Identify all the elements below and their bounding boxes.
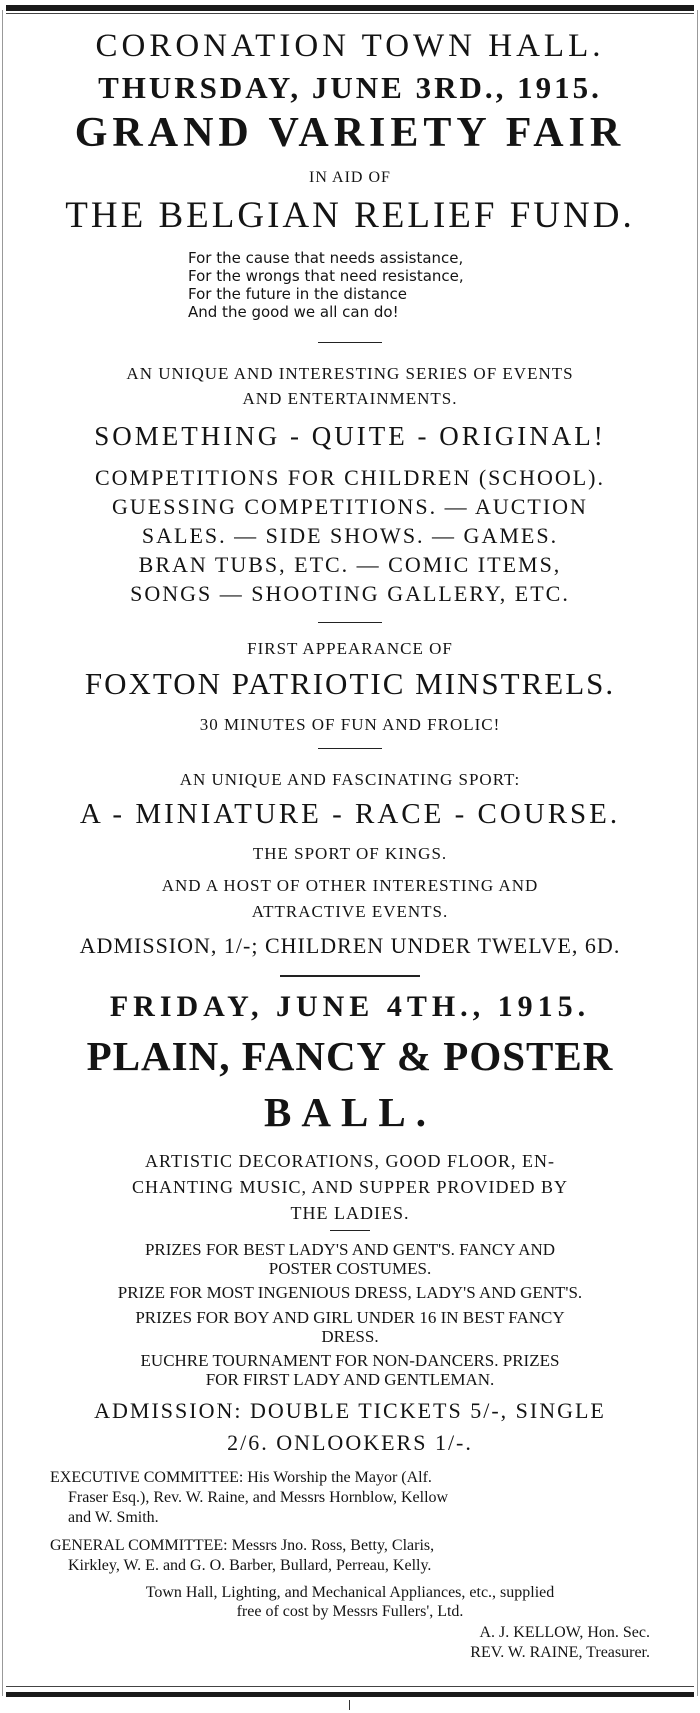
credits-line: free of cost by Messrs Fullers', Ltd. [236, 1603, 464, 1620]
host-of-events-line-1: AND A HOST OF OTHER INTERESTING AND [161, 876, 539, 895]
executive-committee-line: EXECUTIVE COMMITTEE: His Worship the Mayor (Alf. [50, 1469, 432, 1486]
verse-line: And the good we all can do! [188, 303, 399, 321]
event-title: GRAND VARIETY FAIR [74, 110, 626, 156]
ball-title-line-1: PLAIN, FANCY & POSTER [86, 1033, 614, 1079]
honorary-secretary: A. J. KELLOW, Hon. Sec. [479, 1624, 650, 1641]
section-divider [330, 1230, 370, 1231]
executive-committee-line: Fraser Esq.), Rev. W. Raine, and Messrs Hornblow, Kellow [68, 1489, 449, 1506]
fund-name: THE BELGIAN RELIEF FUND. [65, 195, 635, 236]
executive-committee-line: and W. Smith. [68, 1509, 159, 1526]
prize-line: PRIZES FOR BEST LADY'S AND GENT'S. FANCY AND [144, 1240, 556, 1259]
prize-line: PRIZE FOR MOST INGENIOUS DRESS, LADY'S AND GENT'S. [117, 1283, 583, 1302]
prize-line: FOR FIRST LADY AND GENTLEMAN. [205, 1370, 495, 1389]
ball-features-line: THE LADIES. [290, 1203, 410, 1223]
friday-admission-line-1: ADMISSION: DOUBLE TICKETS 5/-, SINGLE [94, 1398, 606, 1423]
race-course-heading: A - MINIATURE - RACE - COURSE. [79, 798, 621, 830]
minstrels-heading: FOXTON PATRIOTIC MINSTRELS. [84, 666, 616, 701]
minstrels-subheading: 30 MINUTES OF FUN AND FROLIC! [199, 715, 501, 734]
first-appearance-label: FIRST APPEARANCE OF [247, 639, 453, 658]
series-intro-line-2: AND ENTERTAINMENTS. [242, 389, 458, 408]
ball-title-line-2: BALL. [264, 1089, 436, 1135]
event-list-line: BRAN TUBS, ETC. — COMIC ITEMS, [138, 552, 562, 577]
general-committee-line: GENERAL COMMITTEE: Messrs Jno. Ross, Betty, Claris, [50, 1537, 435, 1554]
ball-features-line: ARTISTIC DECORATIONS, GOOD FLOOR, EN- [145, 1151, 555, 1171]
friday-admission-line-2: 2/6. ONLOOKERS 1/-. [227, 1430, 473, 1455]
section-divider [318, 622, 382, 623]
top-border-rule [6, 5, 694, 11]
series-intro-line-1: AN UNIQUE AND INTERESTING SERIES OF EVENTS [126, 364, 574, 383]
treasurer: REV. W. RAINE, Treasurer. [470, 1644, 650, 1661]
credits-line: Town Hall, Lighting, and Mechanical Appliances, etc., supplied [145, 1584, 555, 1601]
section-divider [318, 342, 382, 343]
verse-line: For the future in the distance [188, 285, 407, 303]
sport-of-kings-label: THE SPORT OF KINGS. [252, 844, 448, 863]
event-list-line: SONGS — SHOOTING GALLERY, ETC. [130, 581, 570, 606]
event-list-line: GUESSING COMPETITIONS. — AUCTION [112, 494, 588, 519]
prize-line: DRESS. [321, 1327, 379, 1346]
prize-line: POSTER COSTUMES. [268, 1259, 432, 1278]
thursday-admission: ADMISSION, 1/-; CHILDREN UNDER TWELVE, 6D. [79, 933, 621, 958]
ball-features-line: CHANTING MUSIC, AND SUPPER PROVIDED BY [131, 1177, 569, 1197]
friday-date-heading: FRIDAY, JUNE 4TH., 1915. [109, 990, 591, 1023]
event-list-line: SALES. — SIDE SHOWS. — GAMES. [141, 523, 559, 548]
host-of-events-line-2: ATTRACTIVE EVENTS. [251, 902, 449, 921]
venue-heading: CORONATION TOWN HALL. [95, 28, 605, 64]
prize-line: PRIZES FOR BOY AND GIRL UNDER 16 IN BEST FANCY [135, 1308, 565, 1327]
in-aid-of-label: IN AID OF [309, 169, 391, 186]
verse-line: For the cause that needs assistance, [188, 249, 464, 267]
verse-line: For the wrongs that need resistance, [188, 267, 464, 285]
bottom-border-rule [6, 1692, 694, 1697]
sport-intro: AN UNIQUE AND FASCINATING SPORT: [179, 770, 521, 789]
something-original-headline: SOMETHING - QUITE - ORIGINAL! [94, 421, 606, 451]
section-divider [318, 748, 382, 749]
bottom-tick-mark [349, 1700, 350, 1710]
prize-line: EUCHRE TOURNAMENT FOR NON-DANCERS. PRIZES [140, 1351, 560, 1370]
day-divider [280, 975, 420, 977]
thursday-date-heading: THURSDAY, JUNE 3RD., 1915. [98, 70, 602, 105]
event-list-line: COMPETITIONS FOR CHILDREN (SCHOOL). [94, 465, 605, 490]
general-committee-line: Kirkley, W. E. and G. O. Barber, Bullard, Perreau, Kelly. [68, 1557, 432, 1574]
